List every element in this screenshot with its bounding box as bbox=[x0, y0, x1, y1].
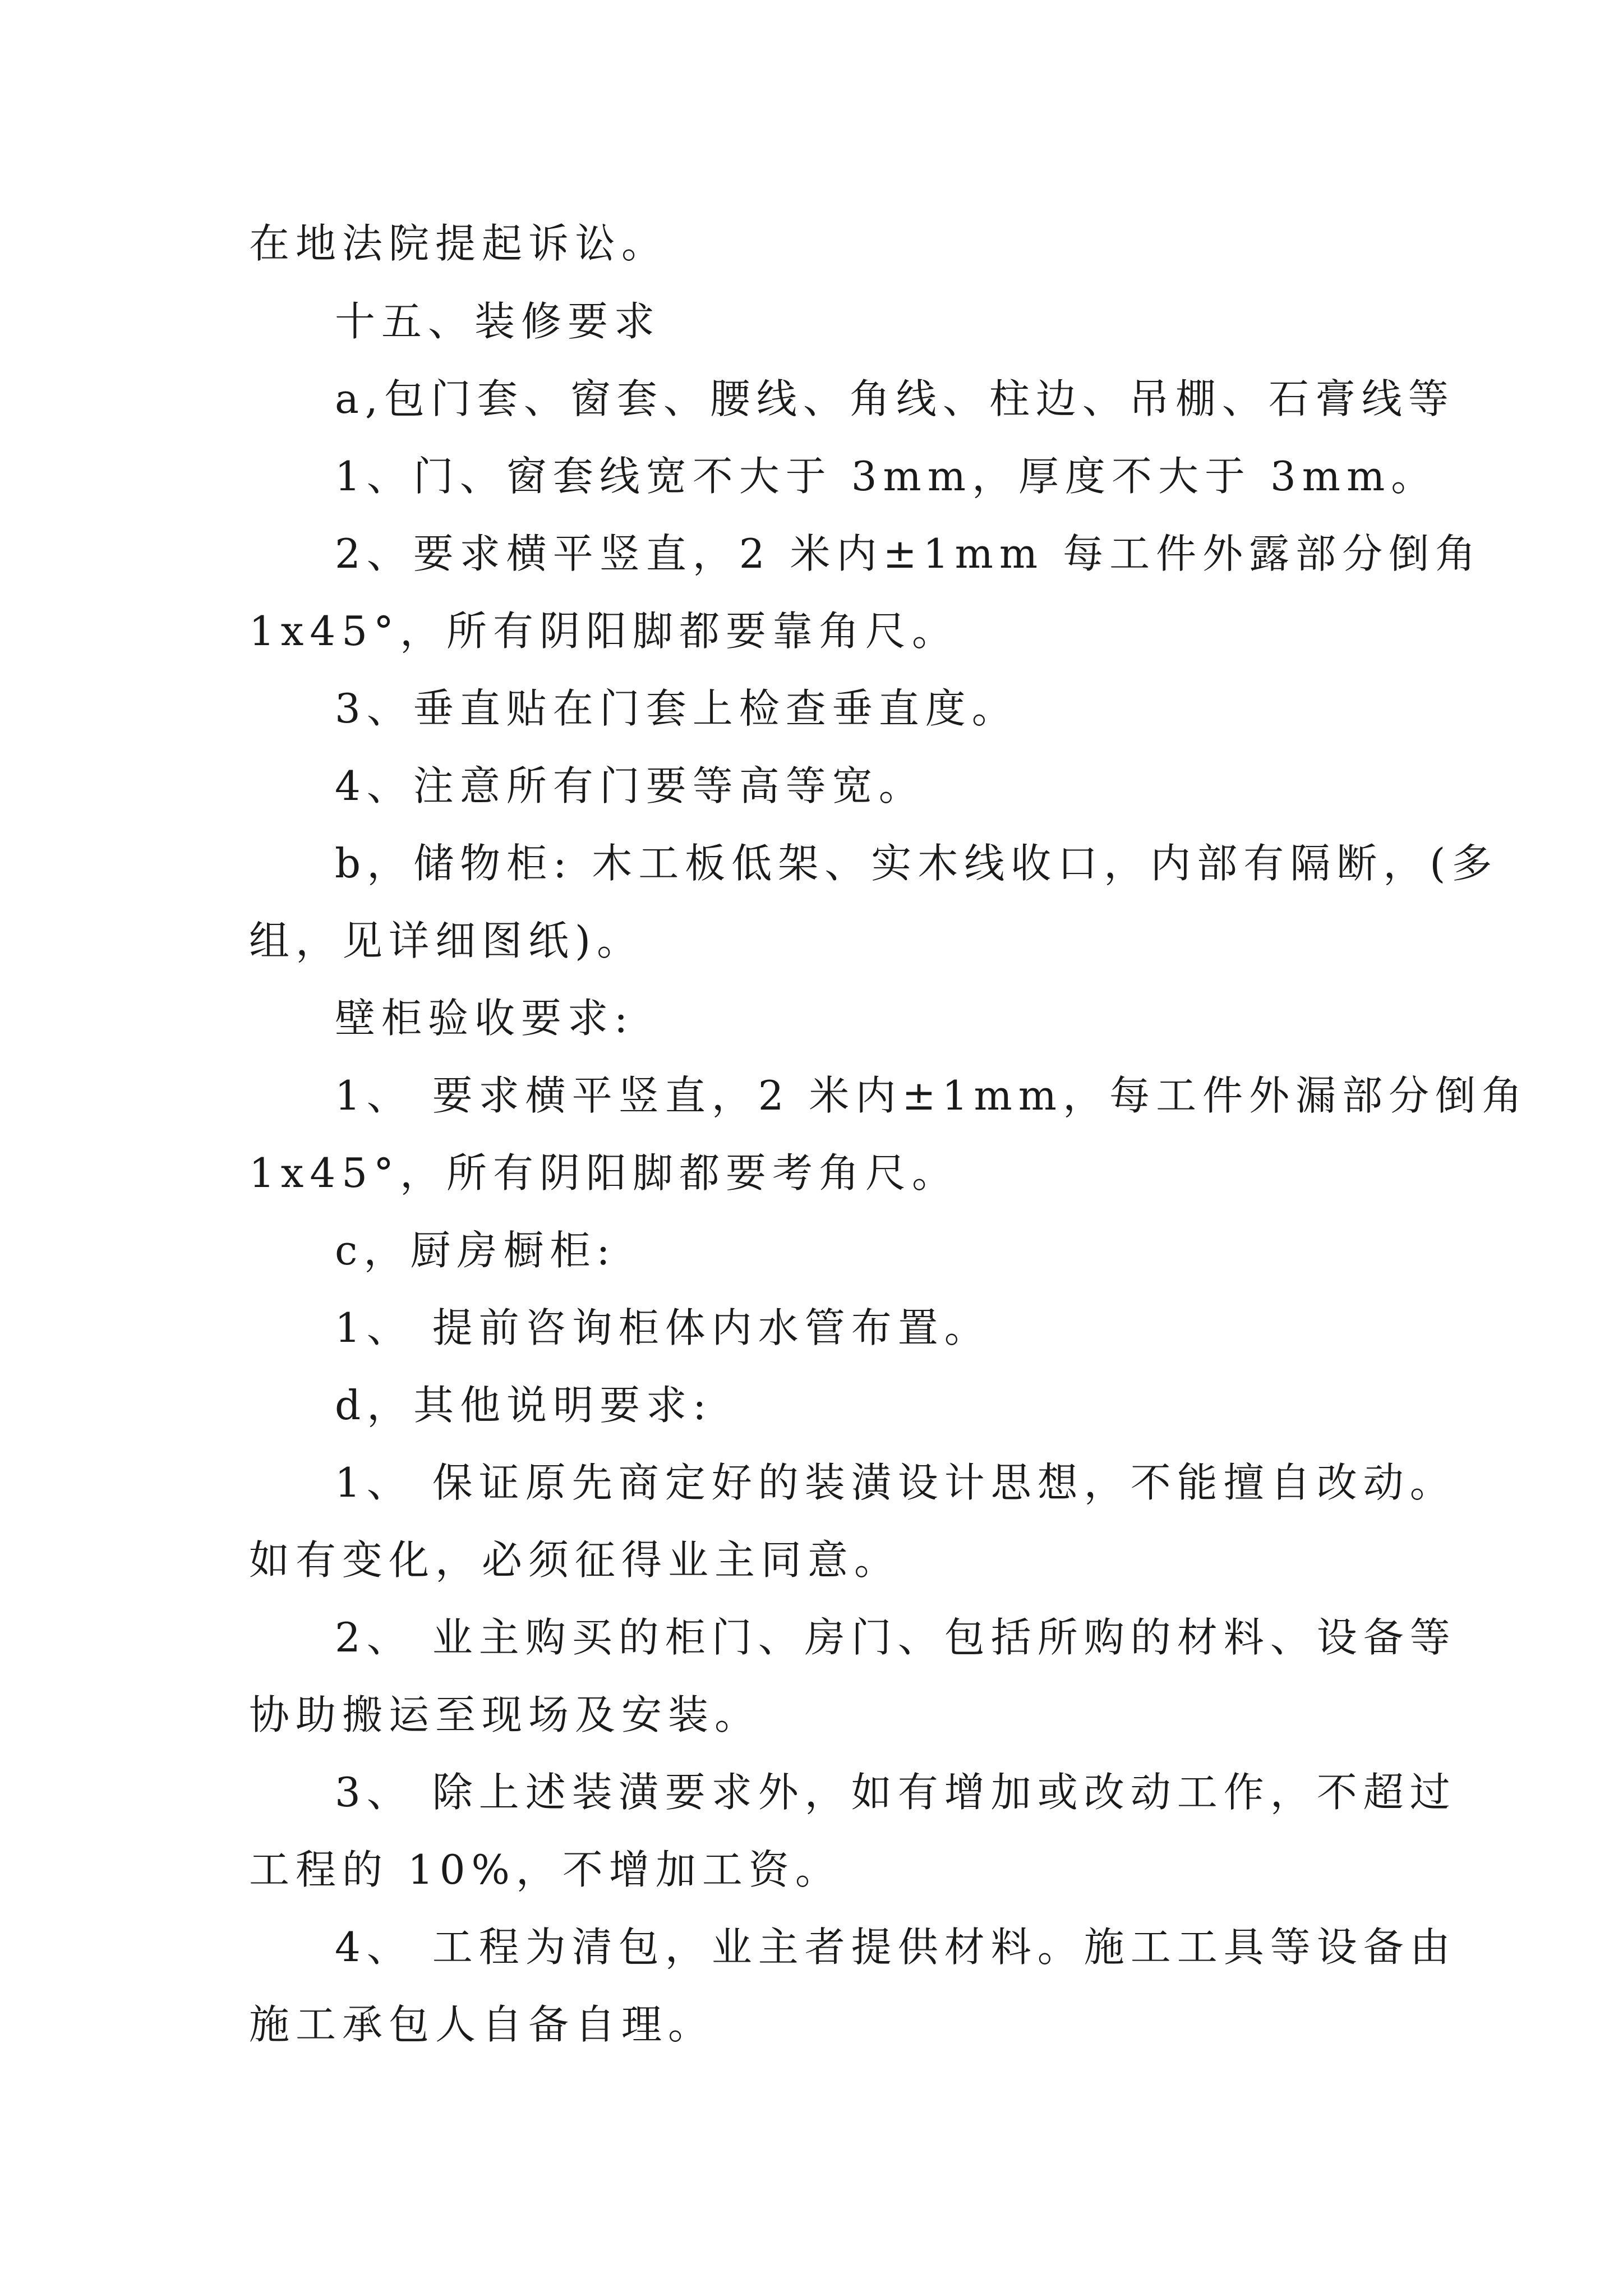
text-line: 1x45°，所有阴阳脚都要靠角尺。 bbox=[249, 608, 959, 655]
text-line: 2、要求横平竖直，2 米内±1mm 每工件外露部分倒角 bbox=[335, 530, 1482, 577]
text-line: b，储物柜: 木工板低架、实木线收口，内部有隔断，(多 bbox=[335, 840, 1498, 887]
text-line: c，厨房橱柜: bbox=[335, 1227, 616, 1274]
text-line: 4、 工程为清包，业主者提供材料。施工工具等设备由 bbox=[335, 1924, 1456, 1971]
text-line: 2、 业主购买的柜门、房门、包括所购的材料、设备等 bbox=[335, 1614, 1456, 1661]
section-heading: 十五、装修要求 bbox=[335, 298, 661, 345]
text-line: 在地法院提起诉讼。 bbox=[249, 220, 668, 267]
text-line: 1、门、窗套线宽不大于 3mm，厚度不大于 3mm。 bbox=[335, 453, 1438, 500]
text-line: 3、 除上述装潢要求外，如有增加或改动工作，不超过 bbox=[335, 1769, 1456, 1816]
text-line: 如有变化，必须征得业主同意。 bbox=[249, 1536, 901, 1584]
text-line: 1、 保证原先商定好的装潢设计思想，不能擅自改动。 bbox=[335, 1459, 1456, 1506]
text-line: 工程的 10%，不增加工资。 bbox=[249, 1846, 842, 1893]
text-line: 组，见详细图纸)。 bbox=[249, 917, 644, 964]
text-line: 1、 要求横平竖直，2 米内±1mm，每工件外漏部分倒角 bbox=[335, 1072, 1529, 1119]
text-line: d，其他说明要求: bbox=[335, 1382, 713, 1429]
text-line: 壁柜验收要求: bbox=[335, 995, 634, 1042]
text-line: 1x45°，所有阴阳脚都要考角尺。 bbox=[249, 1149, 959, 1197]
text-line: 3、垂直贴在门套上检查垂直度。 bbox=[335, 685, 1018, 732]
text-line: a,包门套、窗套、腰线、角线、柱边、吊棚、石膏线等 bbox=[335, 375, 1455, 422]
text-line: 施工承包人自备自理。 bbox=[249, 2001, 715, 2048]
text-line: 1、 提前咨询柜体内水管布置。 bbox=[335, 1304, 991, 1351]
text-line: 4、注意所有门要等高等宽。 bbox=[335, 762, 925, 809]
text-line: 协助搬运至现场及安装。 bbox=[249, 1691, 762, 1738]
